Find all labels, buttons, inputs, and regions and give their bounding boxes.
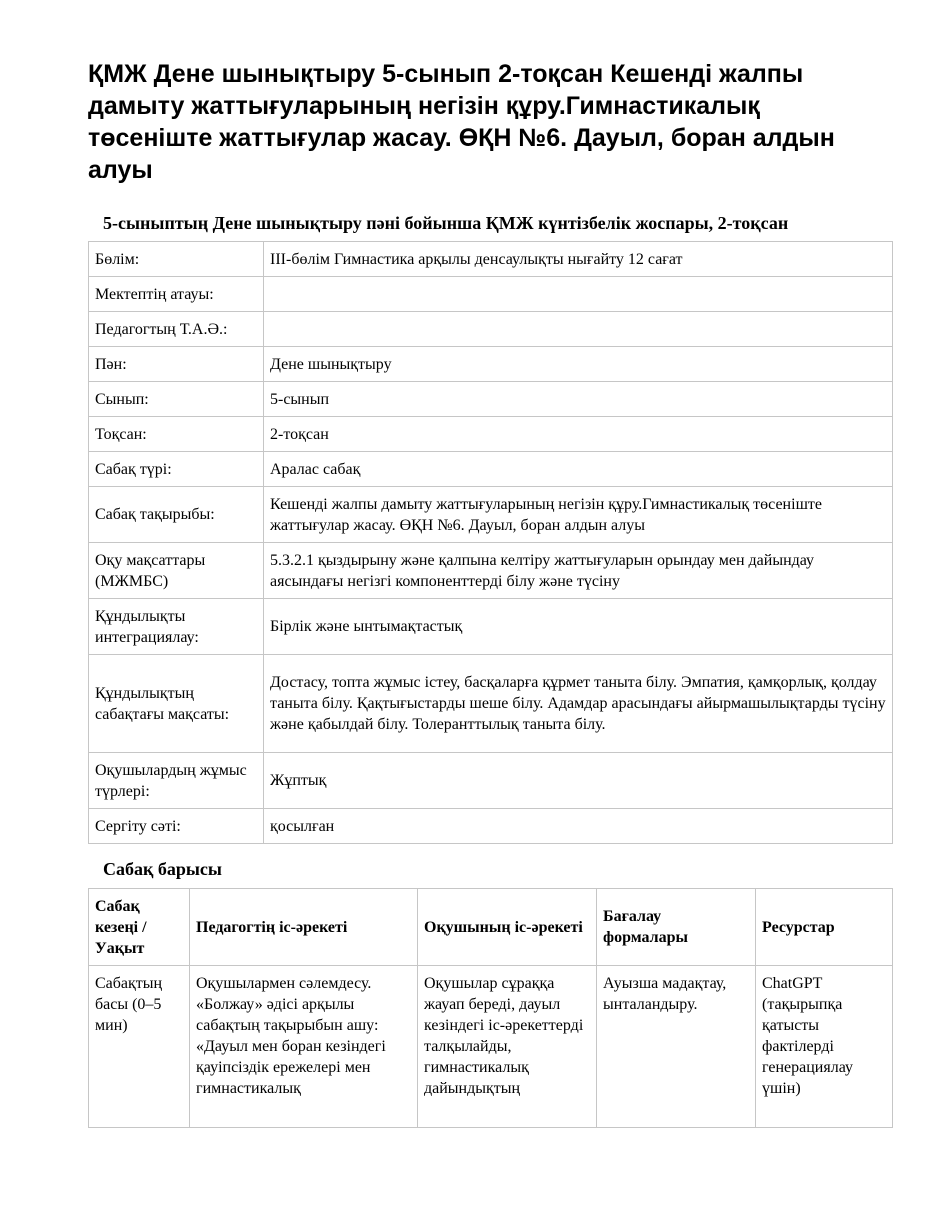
plan-heading: 5-сыныптың Дене шынықтыру пәні бойынша ҚМЖ күнтізбелік жоспары, 2-тоқсан	[103, 213, 789, 233]
info-row-learning-objectives	[89, 543, 893, 599]
info-row-value-integration	[89, 599, 893, 655]
info-label: Педагогтың Т.А.Ә.:	[89, 312, 264, 347]
info-value: 5.3.2.1 қыздырыну және қалпына келтіру жаттығуларын орындау мен дайындау аясындағы негізгі компоненттерді білу және түсіну	[264, 543, 893, 599]
lesson-progress-heading: Сабақ барысы	[103, 859, 222, 879]
lesson-progress-table	[88, 888, 893, 1128]
info-label: Құндылықтың сабақтағы мақсаты:	[89, 655, 264, 753]
info-row-school-name	[89, 277, 893, 312]
info-row-value-goal	[89, 655, 893, 753]
info-value: Кешенді жалпы дамыту жаттығуларының негізін құру.Гимнастикалық төсеніште жаттығулар жасау. ӨҚН №6. Дауыл, боран алдын алуы	[264, 487, 893, 543]
info-value: Достасу, топта жұмыс істеу, басқаларға құрмет таныта білу. Эмпатия, қамқорлық, қолдау таныта білу. Қақтығыстарды шеше білу. Адамдар арасындағы айырмашылықтарды түсіну және қабылдай білу. Толеранттылық таныта білу.	[264, 655, 893, 753]
info-row-lesson-type	[89, 452, 893, 487]
info-label: Бөлім:	[89, 242, 264, 277]
column-header-stage: Сабақ кезеңі / Уақыт	[89, 889, 190, 966]
lesson-table-header-row	[89, 889, 893, 966]
info-row-subject	[89, 347, 893, 382]
resources-cell: ChatGPT (тақырыпқа қатысты фактілерді генерациялау үшін)	[756, 966, 893, 1128]
info-label: Оқу мақсаттары (МЖМБС)	[89, 543, 264, 599]
info-value: 5-сынып	[264, 382, 893, 417]
info-row-grade	[89, 382, 893, 417]
info-value: Бірлік және ынтымақтастық	[264, 599, 893, 655]
column-header-assessment: Бағалау формалары	[597, 889, 756, 966]
info-row-quarter	[89, 417, 893, 452]
info-value: Аралас сабақ	[264, 452, 893, 487]
column-header-resources: Ресурстар	[756, 889, 893, 966]
info-row-work-forms	[89, 753, 893, 809]
assessment-cell: Ауызша мадақтау, ынталандыру.	[597, 966, 756, 1128]
document-title: ҚМЖ Дене шынықтыру 5-сынып 2-тоқсан Кешенді жалпы дамыту жаттығуларының негізін құру.Гимнастикалық төсеніште жаттығулар жасау. ӨҚН №6. Дауыл, боран алдын алуы	[88, 60, 835, 184]
info-label: Сабақ түрі:	[89, 452, 264, 487]
document-content	[88, 58, 893, 1128]
info-label: Сергіту сәті:	[89, 809, 264, 844]
column-header-student-activity: Оқушының іс-әрекеті	[418, 889, 597, 966]
info-label: Оқушылардың жұмыс түрлері:	[89, 753, 264, 809]
column-header-teacher-activity: Педагогтің іс-әрекеті	[190, 889, 418, 966]
info-value: 2-тоқсан	[264, 417, 893, 452]
info-value: қосылған	[264, 809, 893, 844]
stage-cell: Сабақтың басы (0–5 мин)	[89, 966, 190, 1128]
info-value	[264, 312, 893, 347]
info-label: Сабақ тақырыбы:	[89, 487, 264, 543]
info-value	[264, 277, 893, 312]
info-row-teacher-name	[89, 312, 893, 347]
info-value: Жұптық	[264, 753, 893, 809]
info-label: Құндылықты интеграциялау:	[89, 599, 264, 655]
lesson-info-table	[88, 241, 893, 844]
teacher-activity-cell: Оқушылармен сәлемдесу. «Болжау» әдісі арқылы сабақтың тақырыбын ашу: «Дауыл мен боран кезіндегі қауіпсіздік ережелері мен гимнастикалық	[190, 966, 418, 1128]
info-row-lesson-topic	[89, 487, 893, 543]
info-value: Дене шынықтыру	[264, 347, 893, 382]
student-activity-cell: Оқушылар сұраққа жауап береді, дауыл кезіндегі іс-әрекеттерді талқылайды, гимнастикалық дайындықтың	[418, 966, 597, 1128]
info-label: Пән:	[89, 347, 264, 382]
info-row-section	[89, 242, 893, 277]
table-row	[89, 966, 893, 1128]
info-label: Сынып:	[89, 382, 264, 417]
info-row-refresh-moment	[89, 809, 893, 844]
info-value: ІІІ-бөлім Гимнастика арқылы денсаулықты нығайту 12 сағат	[264, 242, 893, 277]
info-label: Тоқсан:	[89, 417, 264, 452]
info-label: Мектептің атауы:	[89, 277, 264, 312]
